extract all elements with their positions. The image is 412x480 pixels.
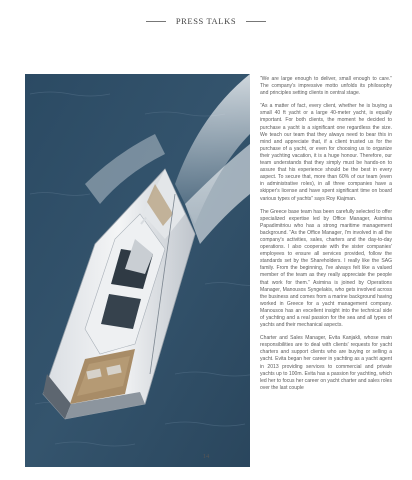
article-paragraph-4: Charter and Sales Manager, Evita Kanjakli, whose main responsibilities are to deal with clients' requests for yacht charters and support clients who are buying or selling a yacht. Evita began her career in yachting as a yacht agent in 2013 providing services to commercial and private yachts up to 100m. Evita has a passion for yachting, which led her to focus her career on yacht charter and sales roles over the last couple	[260, 335, 392, 391]
section-title: PRESS TALKS	[175, 16, 237, 26]
article-body	[260, 76, 392, 398]
header-rule-right	[246, 21, 266, 22]
article-paragraph-1: “We are large enough to deliver, small enough to care.” The company's impressive motto unfolds its philosophy and principles setting clients in central stage.	[260, 76, 392, 97]
article-paragraph-3: The Greece base team has been carefully selected to offer specialized expertise led by Office Manager, Asimina Papadimitriou who has a strong maritime management background. “As the Office Manager, I'm involved in all the company's activities, sales, charters and the day-to-day operations. I also cooperate with the sister companies' employees to ensure all services provided, follow the standards set by the Shareholders. I really like the SAG family. From the beginning, I've always felt like a valued member of the team as they really appreciate the people that work for them.” Asimina is joined by Operations Manager, Manousos Syngelakis, who gets involved across the business and comes from a marine background having worked in Greece for a yacht management company. Manousos has an excellent insight into the technical side of yachting and a real passion for the sea and all types of yachts and their mechanical aspects.	[260, 208, 392, 329]
page-header	[0, 14, 412, 28]
header-rule-left	[146, 21, 166, 22]
article-paragraph-2: “As a matter of fact, every client, whether he is buying a small 40 ft yacht or a large 40-meter yacht, is equally important. For both clients, the moment he decided to purchase a yacht is a significant one regardless the size. We teach our team that they always need to bear this in mind and appreciate that, if a client trusted us for the purchase of a yacht, or even for choosing us to organize their yachting vacation, it is a huge honour. Therefore, our team understands that they simply must be hands-on to assure that his experience should be the best in every aspect. To secure that, more than 60% of our team (even in administrative roles), in all three companies have a skipper's license and have spent significant time on board various types of yachts” says Roy Kiajman.	[260, 103, 392, 202]
page-number: 14	[202, 453, 210, 460]
yacht-photo	[25, 74, 250, 467]
